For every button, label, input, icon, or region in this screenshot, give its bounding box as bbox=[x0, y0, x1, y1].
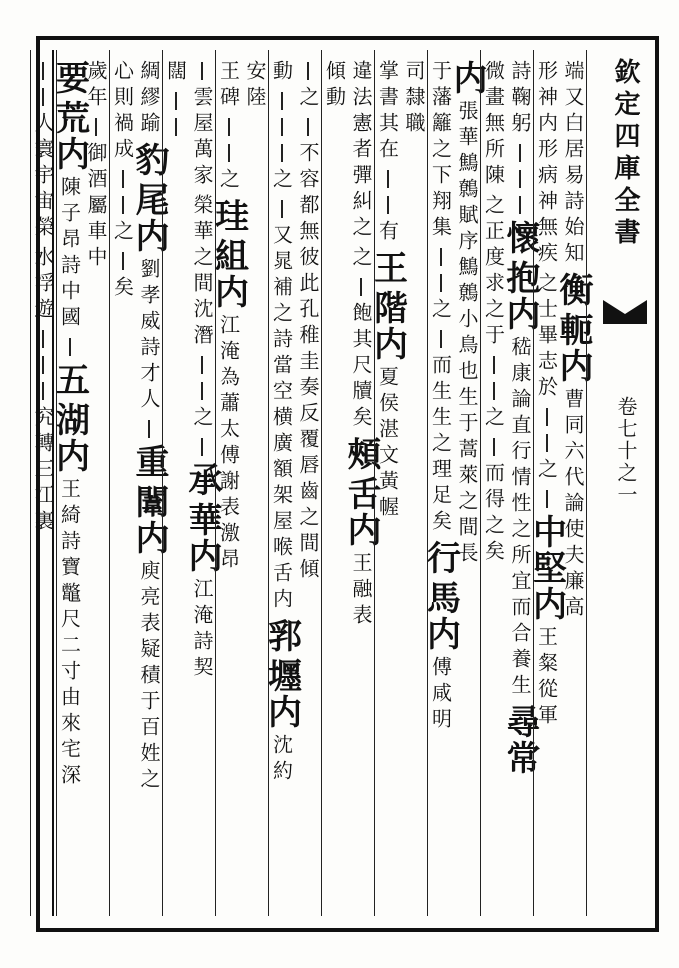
repeat-mark bbox=[201, 382, 203, 400]
text-segment: 之 bbox=[216, 168, 241, 194]
column-rule bbox=[56, 50, 57, 916]
text-column bbox=[242, 58, 268, 908]
text-segment: 端又白居易詩始知 bbox=[561, 60, 585, 268]
text-segment: 綢繆踰 bbox=[137, 60, 161, 138]
repeat-mark bbox=[281, 118, 283, 136]
text-segment: 之 bbox=[269, 168, 294, 194]
text-segment: 微畫無所陳 bbox=[481, 60, 506, 190]
repeat-mark bbox=[42, 356, 44, 374]
text-segment: 王融表 bbox=[349, 552, 373, 630]
headword: 郛 bbox=[261, 618, 302, 654]
text-column bbox=[322, 58, 348, 908]
text-segment: 之 bbox=[110, 220, 135, 246]
text-segment: 安陸 bbox=[243, 60, 267, 112]
column-rule bbox=[268, 50, 269, 916]
repeat-mark bbox=[387, 196, 389, 214]
text-segment: 劉孝威詩才人 bbox=[137, 258, 161, 414]
repeat-mark bbox=[228, 144, 230, 162]
text-segment: 之士畢志於 bbox=[534, 272, 559, 402]
text-column bbox=[182, 58, 222, 908]
repeat-mark bbox=[95, 118, 97, 136]
headword: 要 bbox=[49, 60, 90, 96]
repeat-mark bbox=[281, 92, 283, 110]
text-column bbox=[500, 58, 540, 908]
repeat-mark bbox=[175, 118, 177, 136]
column-rule bbox=[215, 50, 216, 916]
repeat-mark bbox=[307, 62, 309, 80]
headword: 内 bbox=[447, 60, 487, 96]
text-column bbox=[261, 58, 302, 908]
text-column bbox=[526, 58, 567, 908]
headword: 抱内 bbox=[500, 260, 540, 332]
headword: 闈内 bbox=[129, 484, 169, 556]
headword: 馬内 bbox=[420, 580, 461, 652]
repeat-mark bbox=[201, 438, 203, 456]
repeat-mark bbox=[493, 382, 495, 400]
text-segment: 之 bbox=[349, 246, 373, 272]
repeat-mark bbox=[546, 490, 548, 508]
fishtail-mark bbox=[603, 300, 647, 324]
text-segment: 于藩籬之下翔集 bbox=[428, 60, 453, 242]
text-segment: 司隸職 bbox=[402, 60, 426, 138]
text-segment: 有 bbox=[375, 220, 400, 246]
repeat-mark bbox=[493, 438, 495, 456]
text-segment: 張華鷦鷯賦序鷦鷯小鳥也生于蒿萊之間長 bbox=[455, 100, 479, 568]
repeat-mark bbox=[440, 274, 442, 292]
repeat-mark bbox=[122, 170, 124, 188]
text-segment: 詩鞠躬 bbox=[508, 60, 532, 138]
text-segment: 闊 bbox=[163, 60, 188, 86]
text-segment: 王碑 bbox=[216, 60, 241, 112]
text-segment: 傾動 bbox=[322, 60, 347, 112]
text-segment: 傅咸明 bbox=[428, 656, 453, 734]
repeat-mark bbox=[519, 196, 521, 214]
repeat-mark bbox=[69, 338, 71, 356]
text-column bbox=[129, 58, 169, 908]
volume-label bbox=[608, 396, 644, 506]
headword: 豹 bbox=[129, 142, 169, 178]
column-rule bbox=[427, 50, 428, 916]
book-title bbox=[603, 58, 647, 250]
column-rule bbox=[321, 50, 322, 916]
repeat-mark bbox=[42, 330, 44, 348]
headword: 組内 bbox=[208, 238, 249, 310]
text-segment: 之 bbox=[428, 298, 453, 324]
headword: 行 bbox=[420, 540, 461, 576]
repeat-mark bbox=[228, 118, 230, 136]
text-segment: 雲屋萬家 bbox=[190, 86, 214, 190]
repeat-mark bbox=[440, 330, 442, 348]
text-segment: 之 bbox=[534, 458, 559, 484]
repeat-mark bbox=[519, 144, 521, 162]
text-segment: 沈約 bbox=[269, 734, 294, 786]
book-title-text: 欽定四庫全書 bbox=[610, 58, 640, 250]
text-column bbox=[83, 58, 109, 908]
headword: 五 bbox=[49, 362, 90, 398]
text-segment: 心則禍成 bbox=[110, 60, 135, 164]
text-column bbox=[30, 58, 56, 908]
text-segment: 王粲從軍 bbox=[534, 626, 559, 730]
text-segment: 動 bbox=[269, 60, 294, 86]
column-rule bbox=[30, 50, 31, 916]
text-segment: 庾亮表疑積于百姓之 bbox=[137, 560, 161, 794]
repeat-mark bbox=[122, 196, 124, 214]
repeat-mark bbox=[42, 382, 44, 400]
text-segment: 之 bbox=[190, 406, 214, 432]
repeat-mark bbox=[148, 420, 150, 438]
headword: 頰 bbox=[341, 436, 381, 472]
headword: 軛内 bbox=[553, 312, 593, 384]
text-segment: 之 bbox=[296, 86, 320, 112]
headword: 荒内 bbox=[49, 100, 90, 172]
text-segment: 江淹為蕭太傅謝表激昂 bbox=[216, 314, 241, 574]
column-rule bbox=[162, 50, 163, 916]
repeat-mark bbox=[519, 170, 521, 188]
text-segment: 水浮遊 bbox=[31, 246, 55, 324]
headword: 尾内 bbox=[129, 182, 169, 254]
headword: 王 bbox=[367, 250, 408, 286]
text-segment: 之 bbox=[481, 406, 506, 432]
column-rule bbox=[480, 50, 481, 916]
text-segment: 之正度求之于 bbox=[481, 194, 506, 350]
headword: 珪 bbox=[208, 198, 249, 234]
text-segment: 陳子昂詩中國 bbox=[57, 176, 82, 332]
headword: 舌内 bbox=[341, 476, 381, 548]
text-segment: 王綺詩寶鼈尺二寸由來宅深 bbox=[57, 478, 82, 790]
repeat-mark bbox=[546, 408, 548, 426]
repeat-mark bbox=[546, 434, 548, 452]
repeat-mark bbox=[201, 62, 203, 80]
text-segment: 矣 bbox=[110, 276, 135, 302]
headword: 承 bbox=[182, 462, 222, 498]
text-segment: 掌書其在 bbox=[375, 60, 400, 164]
column-rule bbox=[586, 50, 587, 916]
headword: 階内 bbox=[367, 290, 408, 362]
text-column bbox=[341, 58, 381, 908]
column-rule bbox=[109, 50, 110, 916]
text-segment: 歲年 bbox=[84, 60, 108, 112]
text-segment: 飽其尺牘矣 bbox=[349, 302, 373, 432]
text-column bbox=[481, 58, 507, 908]
repeat-mark bbox=[201, 356, 203, 374]
repeat-mark bbox=[122, 252, 124, 270]
headword: 壥内 bbox=[261, 658, 302, 730]
text-segment: 榮華之間沈潛 bbox=[190, 194, 214, 350]
text-segment: 形神内形病神無疾 bbox=[534, 60, 559, 268]
repeat-mark bbox=[175, 92, 177, 110]
text-segment: 又晁補之詩當空横廣額架屋喉舌内 bbox=[269, 224, 294, 614]
text-column bbox=[420, 58, 461, 908]
headword: 尋常 bbox=[500, 704, 540, 776]
headword: 華内 bbox=[182, 502, 222, 574]
text-column bbox=[49, 58, 90, 908]
text-segment: 違法憲者彈糾之 bbox=[349, 60, 373, 242]
volume-text: 卷七十之一 bbox=[614, 396, 638, 506]
text-column bbox=[553, 58, 593, 908]
repeat-mark bbox=[493, 356, 495, 374]
column-rule bbox=[533, 50, 534, 916]
text-segment: 江淹詩契 bbox=[190, 578, 214, 682]
repeat-mark bbox=[440, 248, 442, 266]
text-segment: 嵇康論直行情性之所宜而合養生 bbox=[508, 336, 532, 700]
repeat-mark bbox=[387, 170, 389, 188]
text-segment: 而生生之理足矣 bbox=[428, 354, 453, 536]
repeat-mark bbox=[360, 278, 362, 296]
headword: 湖内 bbox=[49, 402, 90, 474]
text-segment: 曹同六代論使夫廉高 bbox=[561, 388, 585, 622]
text-segment: 究轉三江裏 bbox=[31, 406, 55, 536]
repeat-mark bbox=[42, 88, 44, 106]
repeat-mark bbox=[42, 62, 44, 80]
repeat-mark bbox=[281, 144, 283, 162]
text-segment: 人寰宇宙榮 bbox=[31, 112, 55, 242]
headword: 重 bbox=[129, 444, 169, 480]
text-column bbox=[295, 58, 321, 908]
headword: 衡 bbox=[553, 272, 593, 308]
text-column bbox=[447, 58, 487, 908]
text-segment: 御酒屬車中 bbox=[84, 142, 108, 272]
text-segment: 夏侯湛文黃幄 bbox=[375, 366, 400, 522]
column-rule bbox=[374, 50, 375, 916]
repeat-mark bbox=[281, 200, 283, 218]
headword: 中堅内 bbox=[526, 514, 567, 622]
text-segment: 不容都無彼此孔稚圭奏反覆唇齒之間傾 bbox=[296, 142, 320, 584]
text-column bbox=[401, 58, 427, 908]
headword: 懷 bbox=[500, 220, 540, 256]
text-column bbox=[110, 58, 136, 908]
repeat-mark bbox=[307, 118, 309, 136]
text-segment: 而得之矣 bbox=[481, 462, 506, 566]
